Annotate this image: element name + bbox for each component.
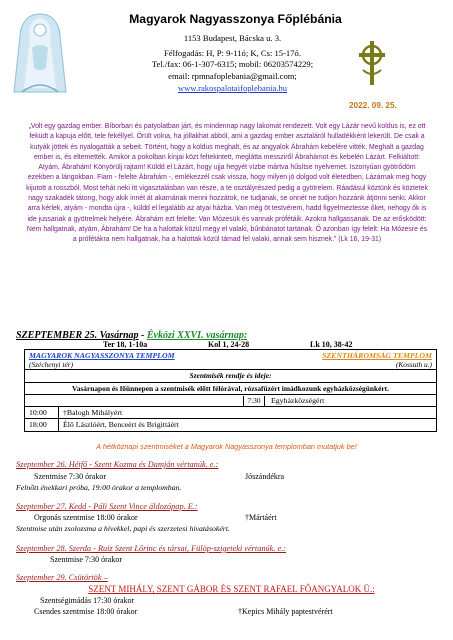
table-row [25,407,436,419]
monday-note: Felnőtt énekkari próba, 19:00 órakor a templomban. [16,483,182,492]
thursday-mass: Csendes szentmise 18:00 órakor [34,607,138,616]
bulletin-date: 2022. 09. 25. [349,101,397,110]
sunday-title: Évközi XXVI. vasárnap [146,330,244,341]
gospel-text [26,122,428,246]
table-row [25,395,436,407]
sunday-date: SZEPTEMBER 25. Vasárnap [16,330,139,341]
day-title-thursday: Szeptember 29. Csütörtök – [16,573,108,582]
mass-intention: †Balogh Mihályért [63,408,123,417]
tuesday-mass: Orgonás szentmise 18:00 órakor [34,513,138,522]
parish-address: 1153 Budapest, Bácska u. 3. [183,33,282,43]
church-right-name: SZENTHÁROMSÁG TEMPLOM [322,351,432,360]
reading-1: Ter 18, 1-10a [103,340,148,349]
mass-intention: Egyházközségért [271,396,325,405]
mass-time: 10:00 [29,408,47,417]
mass-schedule-table [24,349,437,432]
tuesday-note: Szentmise után zsolozsma a hívekkel, papi és szerzetesi hivatásokért. [16,524,230,533]
mass-time: 7:30 [243,396,265,406]
mass-intention: Élő Lászlóért, Benceért és Brigittáért [63,420,179,429]
churches-row [25,350,436,370]
day-title-wednesday: Szeptember 28. Szerda - Ruiz Szent Lőrinc és társai, Fülöp-szigeteki vértanúk. e.: [16,544,286,553]
rosary-note: Vasárnapon és főünnepen a szentmisék előtt félórával, rózsafüzért imádkozunk egyházközségünkért. [25,383,436,395]
tuesday-intention: †Mártáért [245,513,277,522]
parish-title: Magyarok Nagyasszonya Főplébánia [129,12,342,26]
schedule-subtitle: Szentmisék rendje és ideje: [25,370,436,383]
gospel-reference: (Lk 16, 19-31) [338,236,382,244]
thursday-adoration: Szentségimádás 17:30 órakor [40,596,135,605]
gospel-body: „Volt egy gazdag ember. Bíborban és patyolatban járt, és mindennap nagy lakomát rendezett. Volt egy Lázár nevű koldus is, ez ott feküdt a kapuja előtt, tele fekéllyel. Örült volna, ha jóllakhat abból, ami a gazdag ember asztaláról hulladékként lekerült. De csak a kutyák jöttek és nyalogatták a sebeit. Történt, hogy a koldus meghalt, és az angyalok Ábrahám kebelére vitték. Meghalt a gazdag ember is, és eltemették. Amikor a pokolban kínjai közt feltekintett, meglátta messziről Ábrahámot és kebelén Lázárt. Felkiáltott: Atyám, Ábrahám! Könyörülj rajtam! Küldd el Lázárt, hogy ujja hegyét vízbe mártva hűsítse nyelvemet. Iszonyúan gyötrődöm ezekben a lángokban. Fiam - felelte Ábrahám -, emlékezzél csak vissza, hogy milyen jó dolgod volt életedben, Lázárnak meg hogy kijutott a rosszból. Most tehát neki itt vigasztalásban van része, a te osztályrészed pedig a gyötrelem. Ráadásul köztünk és köztetek nagy szakadék tátong, hogy akik innét át akarnának menni hozzátok, ne tudjanak, se onnét ne tudjon hozzánk átjönni senki. Akkor arra kérlek, atyám - mondta újra -, küldd el legalább az atyai házba. Van még öt testvérem, hadd figyelmeztesse őket, nehogy ők is ide jussanak a gyötrelmek helyére. Ábrahám ezt felelte: Van Mózesük és vannak prófétáik. Azokra hallgassanak. De az erősködött: Nem hallgatnak, atyám, Ábrahám! De ha a halottak közül megy el valaki, bűnbánatot tartanak. Ő azonban így felelt: Ha Mózesre és a prófétákra nem hallgatnak, ha a halottak közül támad fel valaki, annak sem hisznek.” [26,123,428,244]
wednesday-mass: Szentmise 7:30 órakor [50,555,122,564]
thursday-intention: †Kepics Mihály paptestvérért [238,607,333,616]
website-link[interactable]: www.rakospalotaifoplebania.hu [177,83,288,93]
reading-2: Kol 1, 24-28 [208,340,250,349]
reading-3: Lk 10, 38-42 [310,340,353,349]
monday-mass: Szentmise 7:30 órakor [34,472,106,481]
weekday-note: A hétköznapi szentmiséket a Magyarok Nagyasszonya templomban mutatjuk be! [96,442,357,451]
day-title-monday: Szeptember 26. Hétfő - Szent Kozma és Damján vértanúk. e.: [16,460,219,469]
sunday-heading: SZEPTEMBER 25. Vasárnap - Évközi XXVI. vasárnap: [16,330,248,341]
day-title-tuesday: Szeptember 27. Kedd - Páli Szent Vince áldozópap. E.: [16,502,198,511]
office-hours: Félfogadás: H, P: 9-11ó; K, Cs: 15-17ó. [164,48,301,58]
email-line: email: rpmnafoplebania@gmail.com; [168,71,297,81]
feast-title: SZENT MIHÁLY, SZENT GÁBOR ÉS SZENT RAFAEL FŐANGYALOK Ü.: [88,584,375,594]
church-right-address: (Kossuth u.) [395,360,432,369]
monday-intention: Jószándékra [245,472,285,481]
table-row [25,419,436,431]
church-left-address: (Széchenyi tér) [29,360,74,369]
church-left-name: MAGYAROK NAGYASSZONYA TEMPLOM [29,351,175,360]
mass-time: 18:00 [29,420,47,429]
phone-line: Tel./fax: 06-1-307-6315; mobil: 06203574229; [151,59,314,69]
